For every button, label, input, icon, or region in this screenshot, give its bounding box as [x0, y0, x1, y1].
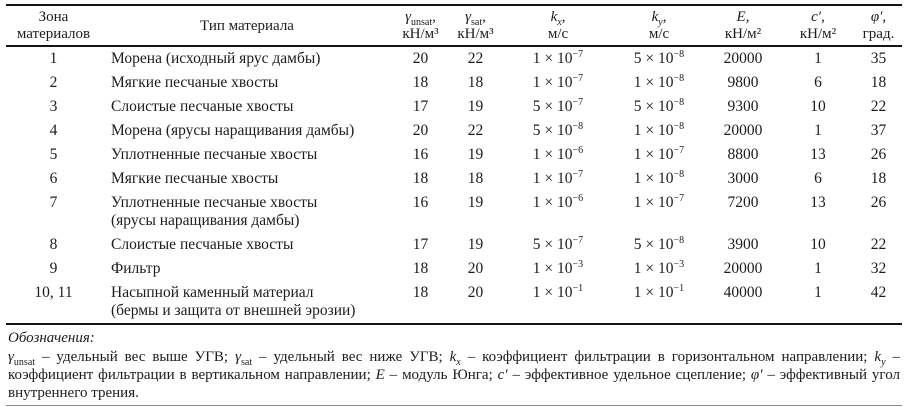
zone-cell: 7 — [49, 194, 58, 211]
table-row — [6, 281, 902, 324]
zone-cell: 4 — [49, 122, 58, 139]
E-cell: 3900 — [727, 236, 759, 253]
materials-table — [6, 4, 902, 325]
c-prime-header: c′, кН/м² — [799, 9, 837, 42]
ky-cell: $5 \times 10^{-8}$ — [633, 234, 685, 253]
table-row — [6, 257, 902, 281]
phi-cell: 22 — [870, 98, 887, 115]
phi-cell: 18 — [870, 170, 887, 187]
g_unsat-cell: 17 — [412, 98, 429, 115]
phi-cell: 32 — [870, 260, 887, 277]
phi-cell: 42 — [870, 284, 887, 301]
kx-cell: $5 \times 10^{-8}$ — [532, 120, 584, 139]
material-type-cell: Морена (исходный ярус дамбы) — [111, 50, 321, 67]
material-type-cell: Уплотненные песчаные хвосты — [111, 146, 318, 163]
E-cell: 8800 — [727, 146, 759, 163]
phi-cell: 18 — [870, 74, 887, 91]
phi-prime-header: φ′, град. — [862, 9, 895, 42]
ky-cell: $1 \times 10^{-8}$ — [633, 72, 685, 91]
table-row — [6, 143, 902, 167]
E-cell: 3000 — [727, 170, 759, 187]
header-row — [6, 5, 902, 46]
ky-cell: $1 \times 10^{-1}$ — [633, 282, 685, 301]
legend-notes — [6, 325, 902, 406]
g_sat-cell: 19 — [467, 146, 484, 163]
zone-header: Зона материалов — [16, 9, 91, 42]
zone-cell: 1 — [49, 50, 58, 67]
phi-cell: 26 — [870, 146, 887, 163]
table-row — [6, 119, 902, 143]
table-row — [6, 167, 902, 191]
E-cell: 9800 — [727, 74, 759, 91]
material-type-cell: Насыпной каменный материал (бермы и защита от внешней эрозии) — [111, 284, 356, 319]
ky-cell: $5 \times 10^{-8}$ — [633, 48, 685, 67]
E-cell: 20000 — [723, 260, 763, 277]
table-row — [6, 71, 902, 95]
phi-cell: 22 — [870, 236, 887, 253]
kx-cell: $1 \times 10^{-6}$ — [532, 192, 584, 211]
E-cell: 20000 — [723, 50, 763, 67]
c-cell: 6 — [814, 170, 822, 187]
table-row — [6, 191, 902, 233]
c-cell: 1 — [814, 284, 822, 301]
gamma-sat-header: $\gamma_{sat}$, кН/м³ — [457, 9, 494, 42]
E-cell: 40000 — [723, 284, 763, 301]
c-cell: 1 — [814, 122, 822, 139]
material-type-cell: Слоистые песчаные хвосты — [111, 98, 294, 115]
c-cell: 13 — [810, 146, 826, 163]
g_sat-cell: 18 — [467, 170, 484, 187]
kx-cell: $1 \times 10^{-7}$ — [532, 168, 584, 187]
g_sat-cell: 18 — [467, 74, 484, 91]
phi-cell: 35 — [870, 50, 887, 67]
c-cell: 1 — [814, 50, 822, 67]
g_sat-cell: 22 — [467, 50, 484, 67]
kx-cell: $5 \times 10^{-7}$ — [532, 234, 584, 253]
E-cell: 9300 — [727, 98, 759, 115]
gamma-unsat-header: $\gamma_{unsat}$, кН/м³ — [402, 9, 439, 42]
ky-cell: $1 \times 10^{-7}$ — [633, 192, 685, 211]
g_unsat-cell: 17 — [412, 236, 429, 253]
table-row — [6, 95, 902, 119]
material-type-header: Тип материала — [200, 17, 294, 34]
g_unsat-cell: 20 — [412, 50, 429, 67]
zone-cell: 2 — [49, 74, 58, 91]
zone-cell: 6 — [49, 170, 58, 187]
c-cell: 1 — [814, 260, 822, 277]
material-type-cell: Мягкие песчаные хвосты — [111, 74, 279, 91]
ky-cell: $1 \times 10^{-7}$ — [633, 144, 685, 163]
young-modulus-header: E, кН/м² — [724, 9, 762, 42]
g_unsat-cell: 18 — [412, 74, 429, 91]
ky-header: $k_y$, м/с — [648, 9, 670, 42]
phi-cell: 37 — [870, 122, 887, 139]
c-cell: 13 — [810, 194, 826, 211]
kx-cell: $5 \times 10^{-7}$ — [532, 96, 584, 115]
kx-cell: $1 \times 10^{-3}$ — [532, 258, 584, 277]
ky-cell: $1 \times 10^{-8}$ — [633, 120, 685, 139]
g_unsat-cell: 18 — [412, 170, 429, 187]
g_sat-cell: 19 — [467, 194, 484, 211]
g_sat-cell: 19 — [467, 236, 484, 253]
table-row — [6, 46, 902, 71]
g_unsat-cell: 20 — [412, 122, 429, 139]
zone-cell: 10, 11 — [34, 284, 73, 301]
g_sat-cell: 20 — [467, 284, 484, 301]
kx-cell: $1 \times 10^{-1}$ — [532, 282, 584, 301]
material-type-cell: Уплотненные песчаные хвосты (ярусы наращивания дамбы) — [111, 194, 318, 229]
ky-cell: $5 \times 10^{-8}$ — [633, 96, 685, 115]
zone-cell: 9 — [49, 260, 58, 277]
material-type-cell: Слоистые песчаные хвосты — [111, 236, 294, 253]
g_unsat-cell: 18 — [412, 260, 429, 277]
kx-cell: $1 \times 10^{-7}$ — [532, 48, 584, 67]
c-cell: 10 — [810, 236, 826, 253]
material-type-cell: Мягкие песчаные хвосты — [111, 170, 279, 187]
zone-cell: 8 — [49, 236, 58, 253]
phi-cell: 26 — [870, 194, 887, 211]
table-row — [6, 233, 902, 257]
g_sat-cell: 20 — [467, 260, 484, 277]
kx-cell: $1 \times 10^{-7}$ — [532, 72, 584, 91]
material-type-cell: Морена (ярусы наращивания дамбы) — [111, 122, 355, 139]
g_unsat-cell: 16 — [412, 194, 429, 211]
ky-cell: $1 \times 10^{-3}$ — [633, 258, 685, 277]
material-type-cell: Фильтр — [111, 260, 161, 277]
zone-cell: 3 — [49, 98, 58, 115]
g_unsat-cell: 18 — [412, 284, 429, 301]
E-cell: 7200 — [727, 194, 759, 211]
kx-cell: $1 \times 10^{-6}$ — [532, 144, 584, 163]
legend-body: $\gamma_{unsat}$ – удельный вес выше УГВ; $\gamma_{sat}$ – удельный вес ниже УГВ; $k_x$ – коэффициент фильтрации в горизонтальном направлении; $k_y$ – коэффициент фильтрации в вертикальном направлении; E – модуль Юнга; c′ – эффективное удельное сцепление; φ′ – эффективный угол внутреннего трения. — [8, 349, 900, 401]
kx-header: $k_x$, м/с — [547, 9, 569, 42]
g_sat-cell: 22 — [467, 122, 484, 139]
g_unsat-cell: 16 — [412, 146, 429, 163]
c-cell: 6 — [814, 74, 822, 91]
E-cell: 20000 — [723, 122, 763, 139]
g_sat-cell: 19 — [467, 98, 484, 115]
ky-cell: $1 \times 10^{-8}$ — [633, 168, 685, 187]
zone-cell: 5 — [49, 146, 58, 163]
legend-title: Обозначения: — [8, 330, 95, 346]
c-cell: 10 — [810, 98, 826, 115]
